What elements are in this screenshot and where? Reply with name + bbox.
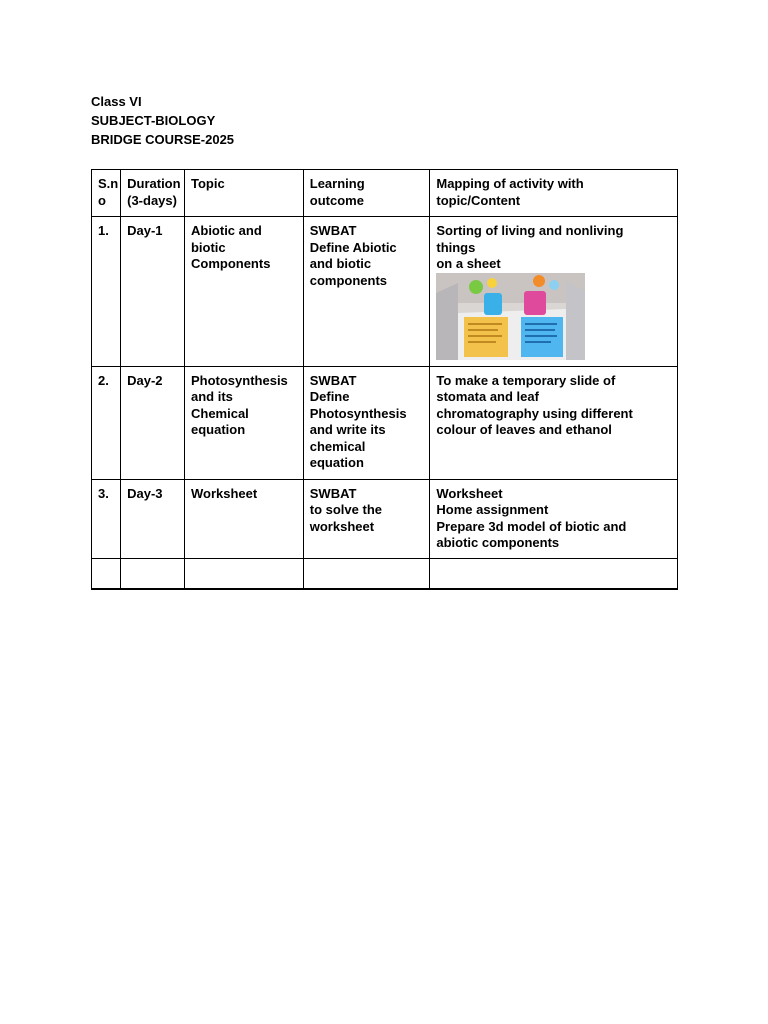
header-sno: S.n o [92,170,121,217]
cell-learning-outcome: SWBAT to solve the worksheet [303,479,430,558]
header-learning-outcome: Learning outcome [303,170,430,217]
document-header [91,92,234,149]
table-row [92,366,678,479]
cell-empty [184,558,303,589]
cell-sno: 2. [92,366,121,479]
cell-empty [303,558,430,589]
header-mapping: Mapping of activity with topic/Content [430,170,678,217]
cell-empty [430,558,678,589]
cell-sno: 1. [92,217,121,367]
cell-duration: Day-2 [121,366,185,479]
class-title: Class VI [91,94,142,109]
activity-photo [436,273,585,360]
cell-sno: 3. [92,479,121,558]
cell-duration: Day-3 [121,479,185,558]
cell-empty [92,558,121,589]
table-header-row [92,170,678,217]
cell-mapping: To make a temporary slide of stomata and leaf chromatography using different colour of leaves and ethanol [430,366,678,479]
cell-duration: Day-1 [121,217,185,367]
cell-learning-outcome: SWBAT Define Abiotic and biotic components [303,217,430,367]
cell-topic: Photosynthesis and its Chemical equation [184,366,303,479]
cell-topic: Worksheet [184,479,303,558]
table-row-empty [92,558,678,589]
cell-learning-outcome: SWBAT Define Photosynthesis and write its chemical equation [303,366,430,479]
cell-empty [121,558,185,589]
header-duration: Duration (3-days) [121,170,185,217]
course-title: BRIDGE COURSE-2025 [91,132,235,147]
cell-mapping: Worksheet Home assignment Prepare 3d model of biotic and abiotic components [430,479,678,558]
lesson-plan-table [91,169,678,590]
subject-title: SUBJECT-BIOLOGY [91,113,216,128]
cell-topic: Abiotic and biotic Components [184,217,303,367]
table-row [92,479,678,558]
cell-mapping: Sorting of living and nonliving things on a sheet [430,217,678,367]
header-topic: Topic [184,170,303,217]
table-row [92,217,678,367]
